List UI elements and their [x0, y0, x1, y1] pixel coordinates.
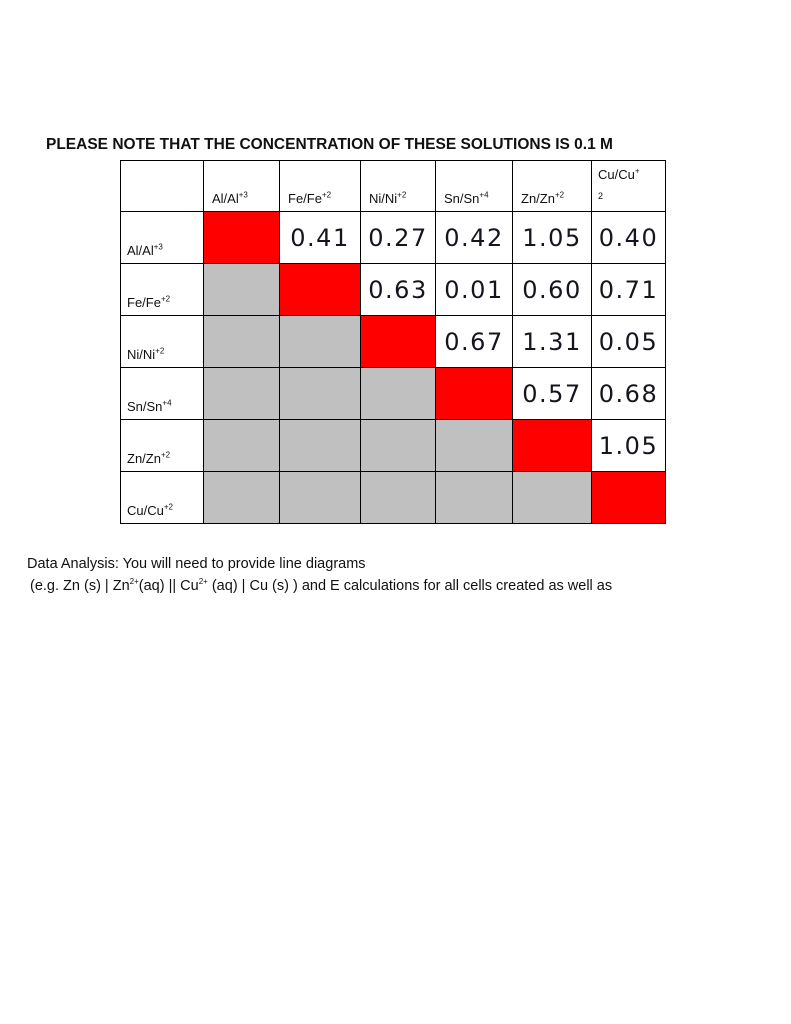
handwritten-value: 0.60	[522, 275, 582, 304]
handwritten-value: 0.57	[522, 379, 582, 408]
corner-cell	[121, 161, 204, 212]
diagonal-cell	[204, 212, 280, 264]
analysis-line-1: Data Analysis: You will need to provide line diagrams	[27, 556, 366, 572]
row-header: $Fe/Fe^{+2}$	[121, 264, 204, 316]
concentration-note: PLEASE NOTE THAT THE CONCENTRATION OF THESE SOLUTIONS IS 0.1 M	[46, 136, 613, 153]
potential-value-cell	[592, 368, 666, 420]
table-row	[121, 212, 666, 264]
data-analysis-text	[27, 553, 612, 597]
potential-value-cell	[513, 316, 592, 368]
header-row	[121, 161, 666, 212]
potential-value-cell	[361, 264, 436, 316]
handwritten-value: 1.31	[522, 327, 582, 356]
handwritten-value: 0.71	[598, 275, 659, 304]
handwritten-value: 0.68	[598, 379, 659, 408]
potential-value-cell	[513, 264, 592, 316]
potential-value-cell	[361, 212, 436, 264]
table-row	[121, 316, 666, 368]
potential-value-cell	[592, 264, 666, 316]
empty-cell	[436, 420, 513, 472]
empty-cell	[280, 316, 361, 368]
row-header: $Al/Al^{+3}$	[121, 212, 204, 264]
handwritten-value: 0.41	[290, 223, 350, 252]
row-header: $Zn/Zn^{+2}$	[121, 420, 204, 472]
empty-cell	[513, 472, 592, 524]
potential-value-cell	[592, 212, 666, 264]
potential-value-cell	[436, 316, 513, 368]
row-header: $Cu/Cu^{+2}$	[121, 472, 204, 524]
column-header: $Sn/Sn^{+4}$	[436, 161, 513, 212]
empty-cell	[361, 472, 436, 524]
table-row	[121, 420, 666, 472]
empty-cell	[280, 472, 361, 524]
table-row	[121, 264, 666, 316]
column-header: $Fe/Fe^{+2}$	[280, 161, 361, 212]
handwritten-value: 1.05	[598, 431, 659, 460]
table-row	[121, 472, 666, 524]
potential-value-cell	[513, 212, 592, 264]
handwritten-value: 0.01	[444, 275, 504, 304]
handwritten-value: 0.67	[444, 327, 504, 356]
handwritten-value: 0.63	[368, 275, 428, 304]
potential-value-cell	[513, 368, 592, 420]
column-header: Cu/Cu+ 2	[592, 161, 666, 212]
empty-cell	[361, 368, 436, 420]
potential-value-cell	[436, 212, 513, 264]
row-header: $Ni/Ni^{+2}$	[121, 316, 204, 368]
column-header: $Zn/Zn^{+2}$	[513, 161, 592, 212]
empty-cell	[361, 420, 436, 472]
analysis-line-2: (e.g. Zn (s) | $Zn^{2+}(aq)$ || $Cu^{2+}$ (aq) | Cu (s) ) and E calculations for all cells created as well as	[30, 577, 613, 594]
potential-value-cell	[592, 316, 666, 368]
diagonal-cell	[592, 472, 666, 524]
handwritten-value: 1.05	[522, 223, 582, 252]
column-header: $Ni/Ni^{+2}$	[361, 161, 436, 212]
empty-cell	[204, 368, 280, 420]
handwritten-value: 0.05	[598, 327, 659, 356]
diagonal-cell	[280, 264, 361, 316]
handwritten-value: 0.27	[368, 223, 428, 252]
potential-value-cell	[592, 420, 666, 472]
row-header: $Sn/Sn^{+4}$	[121, 368, 204, 420]
potential-value-cell	[280, 212, 361, 264]
potential-value-cell	[436, 264, 513, 316]
handwritten-value: 0.42	[444, 223, 504, 252]
diagonal-cell	[513, 420, 592, 472]
empty-cell	[204, 264, 280, 316]
cell-potential-table	[120, 160, 666, 524]
diagonal-cell	[436, 368, 513, 420]
table-row	[121, 368, 666, 420]
handwritten-value: 0.40	[598, 223, 659, 252]
empty-cell	[204, 316, 280, 368]
empty-cell	[204, 420, 280, 472]
empty-cell	[204, 472, 280, 524]
diagonal-cell	[361, 316, 436, 368]
empty-cell	[280, 368, 361, 420]
empty-cell	[280, 420, 361, 472]
empty-cell	[436, 472, 513, 524]
column-header: $Al/Al^{+3}$	[204, 161, 280, 212]
